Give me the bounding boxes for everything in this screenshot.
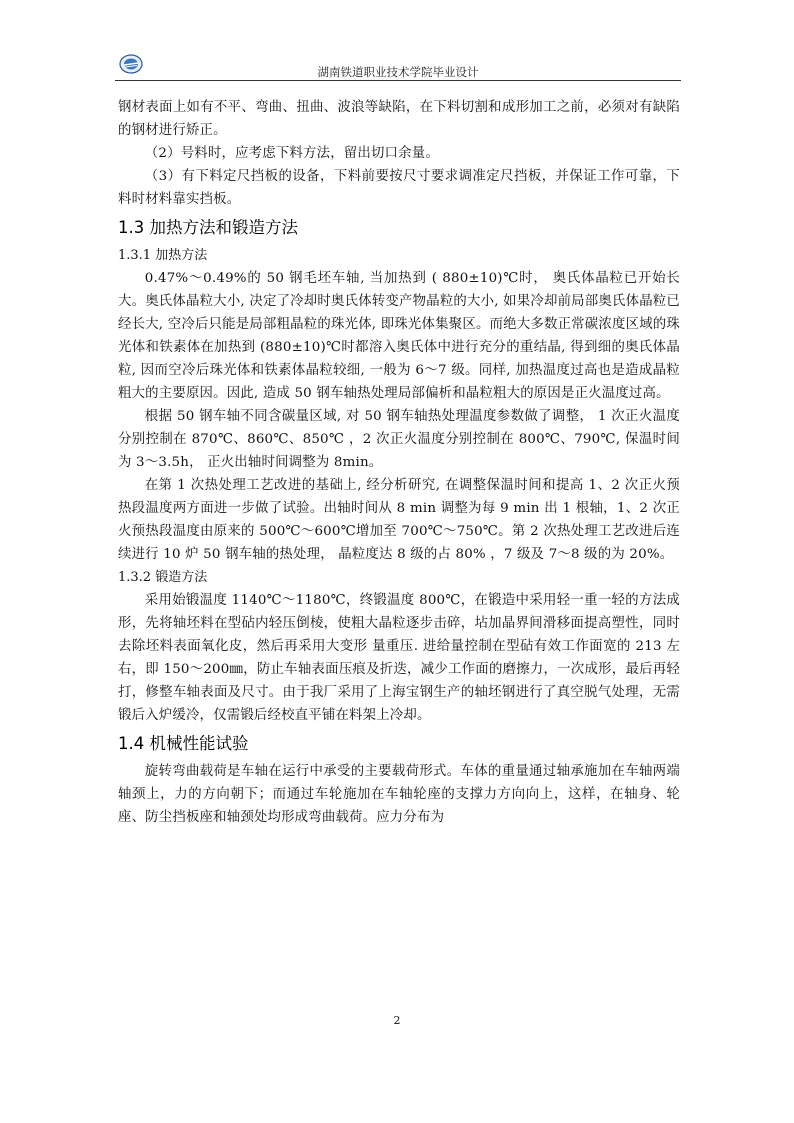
paragraph-item-2: （2）号料时，应考虑下料方法，留出切口余量。 bbox=[144, 146, 439, 161]
subsection-heading-1-3-2: 1.3.2 锻造方法 bbox=[118, 570, 208, 585]
document-body bbox=[118, 96, 680, 829]
paragraph-bending-load: 旋转弯曲载荷是车轴在运行中承受的主要载荷形式。车体的重量通过轴承施加在车轴两端轴颈上，力的方向朝下；而通过车轮施加在车轴轮座的支撑力方向向上，这样，在轴身、轮座、防尘挡板座和轴颈处均形成弯曲载荷。应力分布为 bbox=[118, 764, 680, 825]
paragraph-process-improvement: 在第 1 次热处理工艺改进的基础上, 经分析研究, 在调整保温时间和提高 1、2 次正火预热段温度两方面进一步做了试验。出轴时间从 8 min 调整为每 9 min 出 1 根轴，1、2 次正火预热段温度由原来的 500℃～600℃增加至 700℃～750℃。第 2 次热处理工艺改进后连续进行 10 炉 50 钢车轴的热处理， 晶粒度达 8 级的占 80% ，7 级及 7～8 级的为 20%。 bbox=[118, 478, 680, 562]
paragraph-forging-method: 采用始锻温度 1140℃～1180℃，终锻温度 800℃，在锻造中采用轻一重一轻的方法成形，先将轴坯料在型砧内轻压倒棱，使粗大晶粒逐步击碎，坫加晶界间滑移面提高塑性，同时去除坯料表面氧化皮，然后再采用大变形 量重压. 进给量控制在型砧有效工作面宽的 213 左右，即 150～200㎜，防止车轴表面压痕及折迭，减少工作面的磨擦力，一次成形，最后再轻打，修整车轴表面及尺寸。由于我厂采用了上海宝钢生产的轴坯钢进行了真空脱气处理，无需锻后入炉缓冷，仅需锻后经校直平铺在料架上冷却。 bbox=[118, 593, 680, 723]
paragraph-continued: 钢材表面上如有不平、弯曲、扭曲、波浪等缺陷，在下料切割和成形加工之前，必须对有缺陷的钢材进行矫正。 bbox=[118, 100, 680, 138]
paragraph-heating-grain: 0.47%～0.49%的 50 钢毛坯车轴, 当加热到 ( 880±10)℃时， 奥氏体晶粒已开始长大。奥氏体晶粒大小, 决定了冷却时奥氏体转变产物晶粒的大小, 如果冷却前局部奥氏体晶粒已经长大, 空冷后只能是局部粗晶粒的珠光体, 即珠光体集聚区。而绝大多数正常碳浓度区域的珠光体和铁素体在加热到 (880±10)℃时都溶入奥氏体中进行充分的重结晶, 得到细的奥氏体晶粒, 因而空冷后珠光体和铁素体晶粒较细, 一般为 6～7 级。同样, 加热温度过高也是造成晶粒粗大的主要原因。因此, 造成 50 钢车轴热处理局部偏析和晶粒粗大的原因是正火温度过高。 bbox=[118, 271, 680, 401]
page-header bbox=[115, 52, 681, 81]
paragraph-item-3: （3）有下料定尺挡板的设备，下料前要按尺寸要求调准定尺挡板，并保证工作可靠，下料时材料靠实挡板。 bbox=[118, 169, 680, 207]
subsection-heading-1-3-1: 1.3.1 加热方法 bbox=[118, 248, 208, 263]
section-heading-1-4: 1.4 机械性能试验 bbox=[118, 734, 249, 753]
section-heading-1-3: 1.3 加热方法和锻造方法 bbox=[118, 218, 298, 237]
page-number: 2 bbox=[393, 1014, 401, 1027]
header-title: 湖南铁道职业技术学院毕业设计 bbox=[317, 65, 479, 79]
paragraph-temperature-adjustment: 根据 50 钢车轴不同含碳量区域, 对 50 钢车轴热处理温度参数做了调整， 1 次正火温度分别控制在 870℃、860℃、850℃ ，2 次正火温度分别控制在 800℃、790℃, 保温时间为 3～3.5h， 正火出轴时间调整为 8min。 bbox=[118, 409, 680, 470]
